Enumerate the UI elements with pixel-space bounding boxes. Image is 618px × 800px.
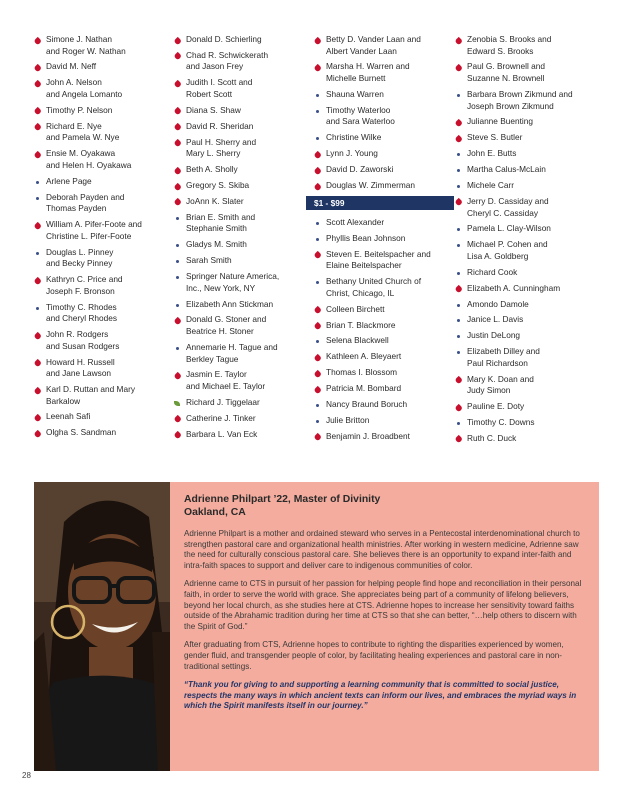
donor-name-line: Robert Scott [186,88,233,99]
donor-entry [314,276,456,299]
donor-name-line: Colleen Birchett [326,303,385,314]
donor-entry [174,239,306,251]
donor-name-line: Steven E. Beitelspacher and [326,248,431,259]
donor-name-line: Christine L. Pifer-Foote [46,230,132,241]
bullet-icon [457,272,460,275]
donor-column-4 [455,34,597,449]
donor-name-line: JoAnn K. Slater [186,195,244,206]
donor-name-line: Richard Cook [467,266,518,277]
donor-entry [174,34,306,46]
donor-entry [455,239,597,262]
feature-quote: “Thank you for giving to and supporting a learning community that is committed to social justice, respects the many ways in which ancient texts can inform our lives, and embraces the myriad ways in which the Spirit manifests itself in our journey.” [184,680,577,711]
donor-entry [455,374,597,397]
donor-name-line: Donald G. Stoner and [186,314,267,325]
bullet-icon [457,351,460,354]
donor-entry [34,247,166,270]
donor-entry [174,429,306,441]
donor-name-line: Joseph Brown Zikmund [467,100,554,111]
donor-name-line: Donald D. Schierling [186,34,262,44]
donor-name-line: Patricia M. Bombard [326,383,402,394]
donor-name-line: Brian E. Smith and [186,211,256,222]
donor-name-line: Gregory S. Skiba [186,180,250,191]
flame-icon [174,431,182,439]
donor-name-line: Marsha H. Warren and [326,61,410,72]
donor-name-line: Pamela L. Clay-Wilson [467,223,551,234]
donor-name-line: Nancy Braund Boruch [326,399,408,409]
donor-name-line: Ruth C. Duck [467,432,517,443]
bullet-icon [36,307,39,310]
bullet-icon [176,244,179,247]
flame-icon [34,331,42,339]
bullet-icon [316,404,319,407]
donor-entry [314,249,456,272]
donor-name-line: Springer Nature America, [186,271,280,282]
donor-name-line: Scott Alexander [326,216,385,227]
donor-entry [455,223,597,235]
donor-entry [314,367,456,379]
flame-icon [455,135,463,143]
flame-icon [174,166,182,174]
donor-name-line: Albert Vander Laan [326,45,397,56]
flame-icon [314,370,322,378]
donor-name-line: Elizabeth Dilley and [467,346,540,357]
bullet-icon [457,304,460,307]
donor-name-line: Judith I. Scott and [186,77,253,88]
donor-name-line: Annemarie H. Tague and [186,341,278,352]
donor-entry [34,329,166,352]
donor-entry [455,267,597,279]
donor-entry [34,302,166,325]
feature-paragraph-1: Adrienne Philpart is a mother and ordained steward who serves in a Pentecostal interdenominational church to strengthen pastoral care and organizational health ministries. After working in western medicine, Adrienne saw the need for culturally conscious pastoral care. She believes there is an opportunity to expand inter-faith and intra-faith spaces to support and deliver care to indigenous communities of color. [184,529,580,570]
flame-icon [455,435,463,443]
donor-name-line: Barbara Brown Zikmund and [467,88,573,99]
feature-title [184,494,589,519]
donor-name-line: Judy Simon [467,385,511,396]
flame-icon [34,430,42,438]
donor-name-line: Lisa A. Goldberg [467,250,529,261]
flame-icon [34,123,42,131]
donor-entry [314,351,456,363]
donor-name-line: Stephanie Smith [186,223,247,234]
donor-entry [314,148,456,160]
donor-entry [34,61,166,73]
flame-icon [314,306,322,314]
bullet-icon [176,217,179,220]
donor-column-1 [34,34,166,443]
bullet-icon [36,181,39,184]
bullet-icon [316,238,319,241]
donor-entry [34,77,166,100]
donor-name-line: Berkley Tague [186,353,239,364]
flame-icon [314,36,322,44]
leaf-icon [174,401,180,406]
donor-name-line: Diana S. Shaw [186,104,241,115]
donor-name-line: Julie Britton [326,414,370,425]
donor-name-line: Martha Calus-McLain [467,164,546,175]
donor-name-line: Olgha S. Sandman [46,427,117,438]
donor-name-line: Justin DeLong [467,330,521,341]
flame-icon [34,36,42,44]
flame-icon [34,276,42,284]
donor-entry [314,335,456,347]
student-feature-box [34,482,599,771]
donor-name-line: Kathleen A. Bleyaert [326,351,402,362]
donor-name-line: Zenobia S. Brooks and [467,34,552,44]
donor-name-line: Timothy Waterloo [326,104,391,115]
bullet-icon [457,228,460,231]
donor-name-line: William A. Pifer-Foote and [46,219,142,230]
donor-entry [34,427,166,439]
donor-name-line: Elaine Beitelspacher [326,260,402,271]
flame-icon [314,354,322,362]
bullet-icon [36,197,39,200]
donor-entry [34,105,166,117]
donor-name-line: Simone J. Nathan [46,34,112,44]
flame-icon [174,123,182,131]
donor-name-line: and Susan Rodgers [46,340,120,351]
donor-name-line: and Helen H. Oyakawa [46,159,132,170]
flame-icon [314,151,322,159]
donor-entry [174,369,306,392]
student-portrait-photo [34,482,170,771]
donor-name-line: and Jane Lawson [46,368,112,379]
donor-name-line: David D. Zaworski [326,164,394,175]
donor-entry [174,255,306,267]
donor-entry [314,61,456,84]
donor-name-line: and Becky Pinney [46,258,113,269]
donor-name-line: Janice L. Davis [467,314,524,325]
donor-entry [174,299,306,311]
donor-name-line: and Roger W. Nathan [46,45,126,56]
bullet-icon [457,319,460,322]
bullet-icon [316,110,319,113]
donor-entry [455,196,597,219]
donor-entry [455,116,597,128]
donor-name-line: Thomas Payden [46,203,107,214]
flame-icon [174,36,182,44]
donor-name-line: Cheryl C. Cassiday [467,207,539,218]
flame-icon [174,317,182,325]
bullet-icon [457,185,460,188]
donor-name-line: Michele Carr [467,180,515,191]
donor-entry [34,176,166,188]
donor-entry [314,180,456,192]
donor-name-line: Ensie M. Oyakawa [46,148,116,159]
donor-name-line: and Cheryl Rhodes [46,313,118,324]
feature-paragraph-3: After graduating from CTS, Adrienne hopes to contribute to righting the disparities experienced by women, gender fluid, and transgender people of color, by facilitating healing experiences and pastoral care in non-traditional settings. [184,640,564,671]
donor-entry [174,77,306,100]
donor-name-line: Timothy C. Downs [467,417,535,428]
donor-name-line: Lynn J. Young [326,148,378,159]
bullet-icon [176,304,179,307]
flame-icon [314,322,322,330]
flame-icon [314,251,322,259]
flame-icon [455,36,463,44]
donor-entry [455,61,597,84]
donor-name-line: John A. Nelson [46,77,102,88]
donor-name-line: Paul Richardson [467,357,528,368]
donor-name-line: Joseph F. Bronson [46,285,115,296]
bullet-icon [36,252,39,255]
flame-icon [34,80,42,88]
donor-name-line: Pauline E. Doty [467,401,525,412]
feature-paragraph-2: Adrienne came to CTS in pursuit of her passion for helping people find hope and reconciliation in their personal faith, in order to serve the world with grace. She appreciates being part of a community of lifelong believers, beyond her local church, as she studies here at CTS. Adrienne hopes to increase her sensitivity toward faiths outside of the Abrahamic tradition during her time at CTS so that she can better, “…help others to discern with the Spirit of God.” [184,579,582,631]
flame-icon [455,285,463,293]
donor-entry [455,283,597,295]
flame-icon [455,64,463,72]
flame-icon [455,376,463,384]
donor-name-line: Richard J. Tiggelaar [186,396,260,407]
donor-entry [455,148,597,160]
flame-icon [314,433,322,441]
donor-entry [174,271,306,294]
bullet-icon [457,335,460,338]
page-number: 28 [22,771,31,780]
flame-icon [174,80,182,88]
donor-list [34,34,594,474]
flame-icon [34,64,42,72]
donor-name-line: Edward S. Brooks [467,45,534,56]
bullet-icon [457,422,460,425]
donor-entry [314,164,456,176]
bullet-icon [316,222,319,225]
donor-entry [34,34,166,57]
donor-column-2 [174,34,306,445]
donor-entry [314,320,456,332]
donor-entry [455,433,597,445]
donor-name-line: Jerry D. Cassiday and [467,195,549,206]
donor-name-line: Betty D. Vander Laan and [326,34,421,44]
flame-icon [455,404,463,412]
donor-name-line: Suzanne N. Brownell [467,73,545,84]
donor-name-line: Mary K. Doan and [467,373,534,384]
donor-entry [34,274,166,297]
donor-name-line: Beth A. Sholly [186,164,238,175]
bullet-icon [316,137,319,140]
bullet-icon [316,281,319,284]
donor-name-line: Chad R. Schwickerath [186,49,269,60]
donor-entry [455,330,597,342]
flame-icon [455,119,463,127]
donor-entry [314,105,456,128]
donor-entry [174,105,306,117]
donor-entry [174,413,306,425]
donor-entry [314,399,456,411]
donor-name-line: Phyllis Bean Johnson [326,232,406,243]
donor-name-line: Sarah Smith [186,255,232,266]
donor-entry [174,342,306,365]
donor-entry [174,314,306,337]
donor-entry [174,212,306,235]
donor-name-line: Bethany United Church of [326,276,422,287]
bullet-icon [316,420,319,423]
flame-icon [34,151,42,159]
portrait-illustration [34,482,170,771]
flame-icon [174,107,182,115]
donor-name-line: Amondo Damole [467,298,529,309]
donor-name-line: Jasmin E. Taylor [186,369,247,380]
donor-name-line: Howard H. Russell [46,356,115,367]
flame-icon [314,166,322,174]
donor-name-line: John E. Butts [467,148,517,159]
donor-name-line: Paul H. Sherry and [186,136,257,147]
bullet-icon [457,153,460,156]
donor-name-line: Beatrice H. Stoner [186,326,254,337]
donor-entry [174,50,306,73]
donor-entry [174,397,306,409]
donor-entry [455,299,597,311]
donor-entry [455,89,597,112]
flame-icon [455,198,463,206]
donor-column-3 [314,34,456,447]
flame-icon [174,52,182,60]
donor-name-line: Michael P. Cohen and [467,239,548,250]
donor-name-line: Deborah Payden and [46,191,125,202]
donor-entry [34,121,166,144]
flame-icon [34,386,42,394]
donor-name-line: and Michael E. Taylor [186,381,266,391]
donor-name-line: John R. Rodgers [46,329,109,340]
feature-title-name: Adrienne Philpart ’22, Master of Divinity [184,494,381,505]
donor-entry [174,196,306,208]
donor-entry [174,137,306,160]
donor-name-line: Steve S. Butler [467,132,523,143]
donor-name-line: Brian T. Blackmore [326,319,396,330]
donor-name-line: and Jason Frey [186,61,244,72]
donor-entry [455,346,597,369]
donor-entry [174,121,306,133]
flame-icon [34,221,42,229]
donor-name-line: David M. Neff [46,61,97,72]
flame-icon [174,139,182,147]
bullet-icon [457,94,460,97]
flame-icon [314,64,322,72]
bullet-icon [176,276,179,279]
donor-name-line: Shauna Warren [326,88,384,99]
donor-name-line: Barkalow [46,395,81,406]
donor-name-line: Timothy C. Rhodes [46,301,117,312]
donor-name-line: Christ, Chicago, IL [326,287,395,298]
flame-icon [34,414,42,422]
donor-entry [455,401,597,413]
donor-name-line: Christine Wilke [326,132,382,143]
donor-entry [455,180,597,192]
donor-entry [174,164,306,176]
flame-icon [34,359,42,367]
donor-entry [34,411,166,423]
donor-name-line: Catherine J. Tinker [186,412,256,423]
donor-entry [314,217,456,229]
donor-entry [314,415,456,427]
flame-icon [174,372,182,380]
donor-name-line: Douglas L. Pinney [46,246,114,257]
donor-name-line: Benjamin J. Broadbent [326,430,410,441]
donor-name-line: and Angela Lomanto [46,88,123,99]
donor-name-line: Mary L. Sherry [186,148,241,159]
donor-name-line: Michelle Burnett [326,73,386,84]
flame-icon [34,107,42,115]
donor-name-line: Gladys M. Smith [186,239,247,250]
donor-name-line: Leenah Safi [46,411,91,422]
flame-icon [314,385,322,393]
donor-entry [455,34,597,57]
bullet-icon [316,94,319,97]
donor-entry [34,148,166,171]
donor-name-line: Timothy P. Nelson [46,104,113,115]
donor-entry [34,384,166,407]
donor-name-line: Inc., New York, NY [186,282,256,293]
flame-icon [174,182,182,190]
bullet-icon [316,340,319,343]
gift-level-heading: $1 - $99 [306,196,454,210]
donor-name-line: Arlene Page [46,175,92,186]
donor-name-line: Douglas W. Zimmerman [326,180,415,191]
donor-entry [314,89,456,101]
donor-name-line: Julianne Buenting [467,116,533,127]
donor-entry [455,132,597,144]
donor-entry [34,357,166,380]
flame-icon [174,198,182,206]
donor-entry [314,132,456,144]
donor-entry [455,164,597,176]
donor-entry [314,233,456,245]
donor-name-line: Elizabeth A. Cunningham [467,282,561,293]
donor-name-line: Thomas I. Blossom [326,367,398,378]
donor-name-line: Elizabeth Ann Stickman [186,298,274,309]
donor-name-line: Barbara L. Van Eck [186,428,258,439]
donor-name-line: David R. Sheridan [186,120,254,131]
bullet-icon [176,260,179,263]
donor-entry [314,34,456,57]
donor-name-line: Karl D. Ruttan and Mary [46,384,135,394]
flame-icon [174,415,182,423]
bullet-icon [457,244,460,247]
donor-entry [314,383,456,395]
donor-entry [34,219,166,242]
donor-name-line: and Pamela W. Nye [46,132,120,143]
donor-name-line: Selena Blackwell [326,335,389,346]
donor-entry [455,417,597,429]
feature-title-location: Oakland, CA [184,506,246,518]
feature-text [184,494,589,712]
donor-entry [314,304,456,316]
donor-name-line: Kathryn C. Price and [46,274,123,285]
bullet-icon [457,169,460,172]
donor-name-line: and Sara Waterloo [326,116,395,127]
donor-entry [455,314,597,326]
bullet-icon [176,347,179,350]
donor-entry [174,180,306,192]
donor-entry [34,192,166,215]
flame-icon [314,182,322,190]
donor-name-line: Paul G. Brownell and [467,61,545,72]
donor-name-line: Richard E. Nye [46,120,102,131]
donor-entry [314,431,456,443]
